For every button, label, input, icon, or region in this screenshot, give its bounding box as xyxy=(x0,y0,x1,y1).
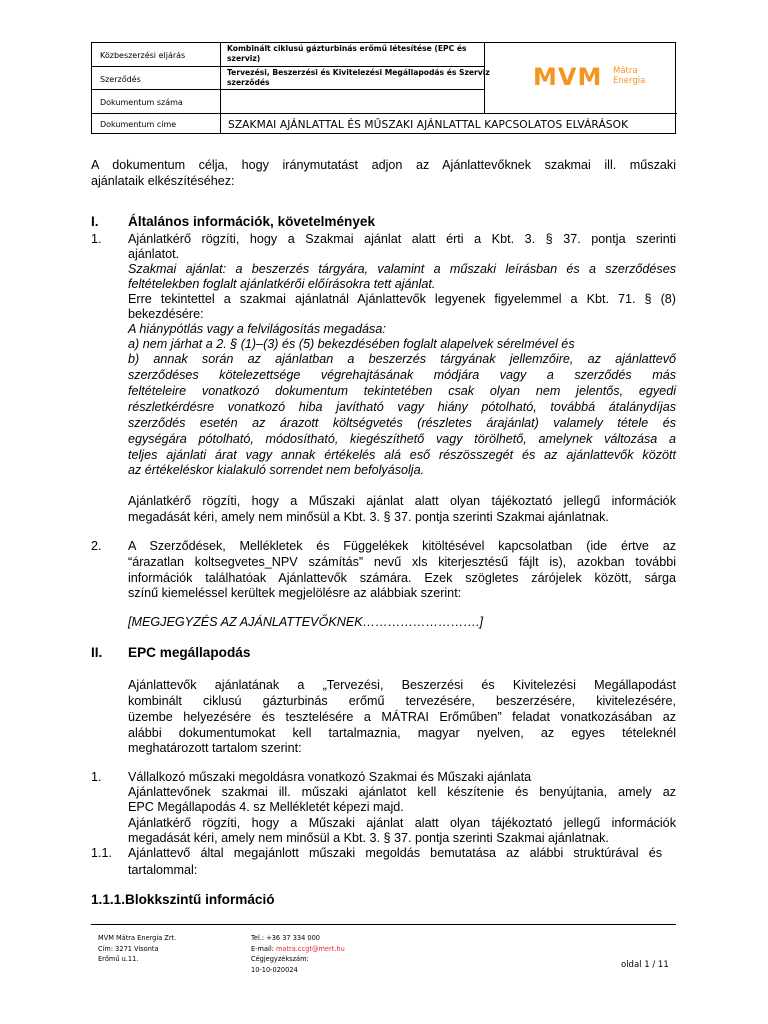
quote-line: feltételekben foglalt ajánlatkérői előírásokra tett ajánlat. xyxy=(128,277,436,291)
quote-line: az értékeléskor kialakuló sorrendet nem befolyásolja. xyxy=(128,463,425,477)
paragraph-line: Ajánlatkérő rögzíti, hogy a Műszaki ajánlat alatt olyan tájékoztató jellegű információk xyxy=(128,494,676,508)
quote-line: teljes ajánlati árat vagy annak értékelés alá eső részösszegét és az ajánlattevők között xyxy=(128,448,676,462)
document-title: SZAKMAI AJÁNLATTAL ÉS MŰSZAKI AJÁNLATTAL KAPCSOLATOS ELVÁRÁSOK xyxy=(228,119,629,131)
divider xyxy=(92,113,677,114)
mvm-logo: MVM Mátra Energia xyxy=(533,63,646,91)
section-title: EPC megállapodás xyxy=(128,645,251,660)
section-title: Általános információk, követelmények xyxy=(128,214,376,229)
divider xyxy=(220,43,221,133)
paragraph-line: Vállalkozó műszaki megoldásra vonatkozó Szakmai és Műszaki ajánlata xyxy=(128,770,532,784)
quote-line: a) nem járhat a 2. § (1)–(3) és (5) bekezdésében foglalt alapelvek sérelmével és xyxy=(128,337,575,351)
paragraph-line: üzembe helyezésére és tesztelésére a MÁTRAI Erőműben” feladat vonatkozásában az xyxy=(128,710,676,724)
header-key: Dokumentum címe xyxy=(100,120,177,129)
list-number: 2. xyxy=(91,539,102,553)
paragraph-line: kombinált ciklusú gázturbinás erőmű tervezésére, beszerzésére, kivitelezésére, xyxy=(128,694,676,708)
paragraph-line: meghatározott tartalom szerint: xyxy=(128,741,302,755)
header-value: Kombinált ciklusú gázturbinás erőmű létesítése (EPC és szerviz) xyxy=(227,44,467,63)
paragraph-line: A Szerződések, Mellékletek és Függelékek kitöltésével kapcsolatban (ide értve az xyxy=(128,539,676,553)
paragraph-line: alábbi dokumentumokat kell tartalmaznia, magyar nyelven, az egyes tételeknél xyxy=(128,726,676,740)
intro-line: ajánlataik elkészítéséhez: xyxy=(91,174,235,188)
paragraph-line: Ajánlatkérő rögzíti, hogy a Műszaki ajánlat alatt olyan tájékoztató jellegű információk xyxy=(128,816,676,830)
header-key: Szerződés xyxy=(100,75,141,84)
note-placeholder: [MEGJEGYZÉS AZ AJÁNLATTEVŐKNEK……………………….] xyxy=(128,615,484,629)
list-number: 1. xyxy=(91,770,102,784)
paragraph-line: ajánlatot. xyxy=(128,247,180,261)
paragraph-line: tartalommal: xyxy=(128,863,198,877)
quote-line: szerződés esetén az árazott költségvetés (részletes árajánlat) valamely tétele és xyxy=(128,416,676,430)
intro-line: A dokumentum célja, hogy iránymutatást adjon az Ajánlattevőknek szakmai ill. műszaki xyxy=(91,158,676,172)
paragraph-line: Ajánlattevő által megajánlott műszaki megoldás bemutatása az alábbi struktúrával és xyxy=(128,846,662,860)
quote-line: szerződéses kötelezettsége végrehajtásának módjára vagy a szerződés más xyxy=(128,368,676,382)
section-number: II. xyxy=(91,645,103,660)
header-key: Közbeszerzési eljárás xyxy=(100,51,186,60)
divider xyxy=(92,66,484,67)
footer-contact: Tel.: +36 37 334 000 E-mail: matra.ccgt@mert.hu Cégjegyzékszám: 10-10-020024 xyxy=(251,934,345,974)
email-link[interactable]: matra.ccgt@mert.hu xyxy=(276,944,345,953)
list-number: 1.1. xyxy=(91,846,113,860)
paragraph-line: bekezdésére: xyxy=(128,307,204,321)
paragraph-line: Ajánlatkérő rögzíti, hogy a Szakmai ajánlat alatt érti a Kbt. 3. § 37. pontja szerinti xyxy=(128,232,676,246)
paragraph-line: EPC Megállapodás 4. sz Mellékletét képezi majd. xyxy=(128,800,404,814)
header-table xyxy=(91,42,676,134)
header-value: Tervezési, Beszerzési és Kivitelezési Megállapodás és Szerviz szerződés xyxy=(227,68,490,87)
quote-line: egységára pótolható, módosítható, kiegészíthető vagy törölhető, amelynek változása a xyxy=(128,432,676,446)
paragraph-line: színű kiemeléssel kerültek megjelölésre az alábbiak szerint: xyxy=(128,586,462,600)
section-number: I. xyxy=(91,214,99,229)
footer-divider xyxy=(91,924,676,925)
paragraph-line: “árazatlan koltsegvetes_NPV számítás” nevű xls kiterjesztésű fájlt is), azokban további xyxy=(128,555,676,569)
footer-company: MVM Mátra Energia Zrt. Cím: 3271 Visonta Erőmű u.11. xyxy=(98,934,177,963)
paragraph-line: információk találhatóak Ajánlattevők számára. Ezek szögletes zárójelek között, sárga xyxy=(128,571,676,585)
divider xyxy=(92,89,484,90)
paragraph-line: megadását kéri, amely nem minősül a Kbt. 3. § 37. pontja szerinti Szakmai ajánlatnak. xyxy=(128,510,609,524)
paragraph-line: megadását kéri, amely nem minősül a Kbt. 3. § 37. pontja szerinti Szakmai ajánlatnak. xyxy=(128,831,609,845)
page-number: oldal 1 / 11 xyxy=(621,960,669,970)
paragraph-line: Ajánlattevők ajánlatának a „Tervezési, Beszerzési és Kivitelezési Megállapodást xyxy=(128,678,676,692)
quote-line: részletkérdésre vonatkozó hiba javítható vagy hiány pótolható, továbbá átalánydíjas xyxy=(128,400,676,414)
quote-line: A hiánypótlás vagy a felvilágosítás megadása: xyxy=(128,322,386,336)
paragraph-line: Erre tekintettel a szakmai ajánlatnál Ajánlattevők legyenek figyelemmel a Kbt. 71. § (8) xyxy=(128,292,676,306)
quote-line: feltételeire vonatkozó dokumentum tekintetében csak olyan nem jelentős, egyedi xyxy=(128,384,676,398)
subsection-heading: 1.1.1.Blokkszintű információ xyxy=(91,892,275,907)
quote-line: b) annak során az ajánlatban a beszerzés tárgyának jellemzőire, az ajánlattevő xyxy=(128,352,676,366)
quote-line: Szakmai ajánlat: a beszerzés tárgyára, valamint a műszaki leírásban és a szerződéses xyxy=(128,262,676,276)
list-number: 1. xyxy=(91,232,102,246)
header-key: Dokumentum száma xyxy=(100,98,183,107)
paragraph-line: Ajánlattevőnek szakmai ill. műszaki ajánlatot kell készítenie és benyújtania, amely az xyxy=(128,785,676,799)
